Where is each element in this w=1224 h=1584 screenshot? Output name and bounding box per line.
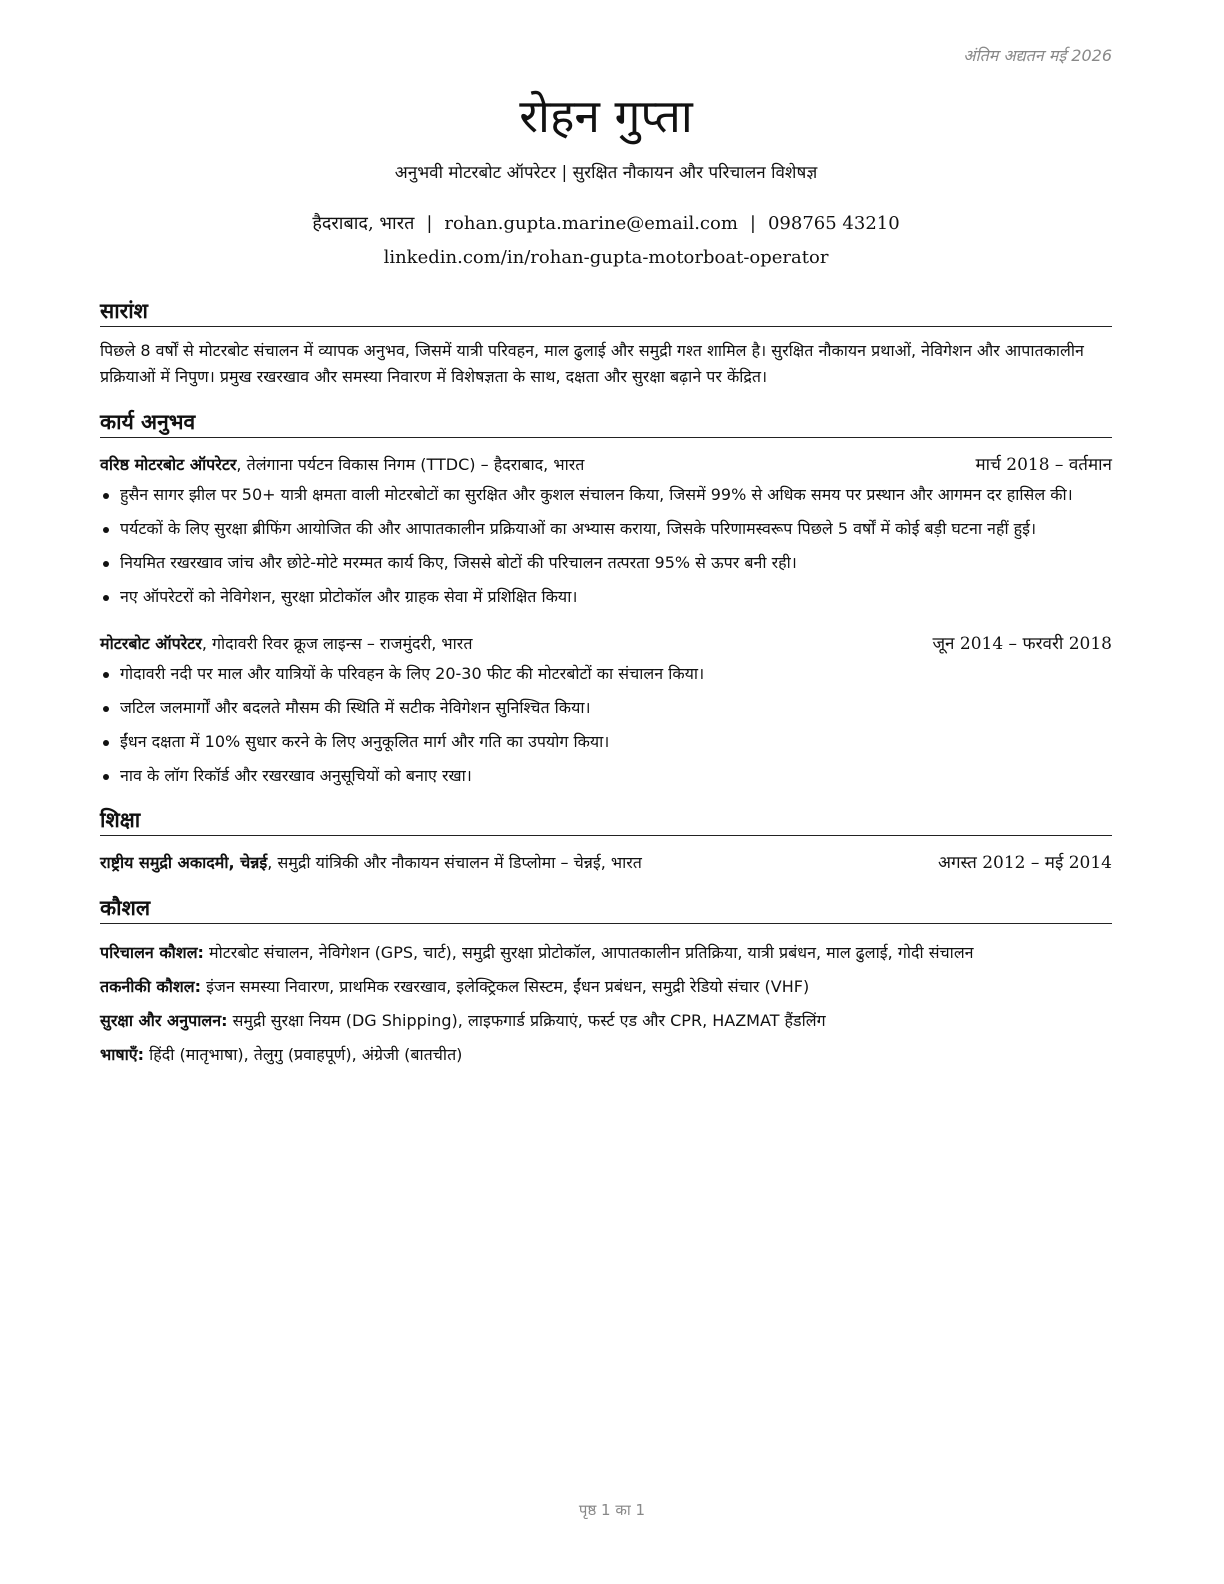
phone: 098765 43210 (767, 213, 900, 234)
location: हैदराबाद, भारत (312, 213, 415, 234)
job-org: , गोदावरी रिवर क्रूज लाइन्स – राजमुंदरी, भारत (201, 634, 473, 653)
skill-value: मोटरबोट संचालन, नेविगेशन (GPS, चार्ट), समुद्री सुरक्षा प्रोटोकॉल, आपातकालीन प्रतिक्रिया, यात्री प्रबंधन, माल ढुलाई, गोदी संचालन (203, 943, 974, 962)
email-link[interactable]: rohan.gupta.marine@email.com (444, 213, 738, 234)
skill-row (100, 970, 1112, 1004)
skill-row (100, 1004, 1112, 1038)
skill-row (100, 936, 1112, 970)
bullet-item: नाव के लॉग रिकॉर्ड और रखरखाव अनुसूचियों को बनाए रखा। (120, 763, 1112, 788)
job-role: मोटरबोट ऑपरेटर (100, 634, 202, 653)
page-number: पृष्ठ 1 का 1 (578, 1501, 646, 1519)
last-updated: अंतिम अद्यतन मई 2026 (963, 46, 1112, 65)
skill-value: समुद्री सुरक्षा नियम (DG Shipping), लाइफगार्ड प्रक्रियाएं, फर्स्ट एड और CPR, HAZMAT हैंडलिंग (227, 1011, 826, 1030)
skill-label: सुरक्षा और अनुपालन: (100, 1011, 228, 1030)
tagline: अनुभवी मोटरबोट ऑपरेटर | सुरक्षित नौकायन और परिचालन विशेषज्ञ (394, 163, 818, 183)
section-title-summary: सारांश (100, 297, 1112, 327)
section-title-education: शिक्षा (100, 806, 1112, 836)
skill-label: तकनीकी कौशल: (100, 977, 201, 996)
contact-block (100, 207, 1112, 275)
job-bullets (100, 661, 1112, 788)
section-title-skills: कौशल (100, 894, 1112, 924)
candidate-name: रोहन गुप्ता (519, 89, 693, 143)
education-institution: राष्ट्रीय समुद्री अकादमी, चेन्नई (100, 853, 268, 872)
job-bullets (100, 482, 1112, 609)
job-role: वरिष्ठ मोटरबोट ऑपरेटर (100, 455, 237, 474)
bullet-item: नए ऑपरेटरों को नेविगेशन, सुरक्षा प्रोटोकॉल और ग्राहक सेवा में प्रशिक्षित किया। (120, 584, 1112, 609)
job-dates: मार्च 2018 – वर्तमान (975, 455, 1112, 475)
bullet-item: नियमित रखरखाव जांच और छोटे-मोटे मरम्मत कार्य किए, जिससे बोटों की परिचालन तत्परता 95% से ऊपर बनी रही। (120, 550, 1112, 575)
bullet-item: गोदावरी नदी पर माल और यात्रियों के परिवहन के लिए 20-30 फीट की मोटरबोटों का संचालन किया। (120, 661, 1112, 686)
linkedin-link[interactable]: linkedin.com/in/rohan-gupta-motorboat-operator (383, 247, 829, 268)
bullet-item: ईंधन दक्षता में 10% सुधार करने के लिए अनुकूलित मार्ग और गति का उपयोग किया। (120, 729, 1112, 754)
job-title-line (100, 631, 472, 657)
skill-label: भाषाएँ: (100, 1045, 145, 1064)
skill-label: परिचालन कौशल: (100, 943, 204, 962)
contact-line (100, 207, 1112, 241)
job-entry (100, 452, 1112, 609)
job-dates: जून 2014 – फरवरी 2018 (932, 634, 1112, 654)
section-title-experience: कार्य अनुभव (100, 408, 1112, 438)
education-dates: अगस्त 2012 – मई 2014 (937, 853, 1112, 873)
summary-text: पिछले 8 वर्षों से मोटरबोट संचालन में व्यापक अनुभव, जिसमें यात्री परिवहन, माल ढुलाई और समुद्री गश्त शामिल है। सुरक्षित नौकायन प्रथाओं, नेविगेशन और आपातकालीन प्रक्रियाओं में निपुण। प्रमुख रखरखाव और समस्या निवारण में विशेषज्ञता के साथ, दक्षता और सुरक्षा बढ़ाने पर केंद्रित। (100, 341, 1084, 386)
job-org: , तेलंगाना पर्यटन विकास निगम (TTDC) – हैदराबाद, भारत (236, 455, 585, 474)
job-title-line (100, 452, 584, 478)
bullet-item: हुसैन सागर झील पर 50+ यात्री क्षमता वाली मोटरबोटों का सुरक्षित और कुशल संचालन किया, जिसमें 99% से अधिक समय पर प्रस्थान और आगमन दर हासिल की। (120, 482, 1112, 507)
resume-page (100, 0, 1112, 1072)
skill-value: इंजन समस्या निवारण, प्राथमिक रखरखाव, इलेक्ट्रिकल सिस्टम, ईंधन प्रबंधन, समुद्री रेडियो संचार (VHF) (201, 977, 810, 996)
skills-list (100, 936, 1112, 1072)
job-entry (100, 631, 1112, 788)
separator: | (426, 213, 433, 234)
bullet-item: जटिल जलमार्गों और बदलते मौसम की स्थिति में सटीक नेविगेशन सुनिश्चित किया। (120, 695, 1112, 720)
education-line (100, 850, 642, 876)
separator: | (749, 213, 756, 234)
job-header (100, 452, 1112, 478)
education-detail: , समुद्री यांत्रिकी और नौकायन संचालन में डिप्लोमा – चेन्नई, भारत (267, 853, 642, 872)
skill-row (100, 1038, 1112, 1072)
skill-value: हिंदी (मातृभाषा), तेलुगु (प्रवाहपूर्ण), अंग्रेजी (बातचीत) (144, 1045, 463, 1064)
education-entry (100, 850, 1112, 876)
bullet-item: पर्यटकों के लिए सुरक्षा ब्रीफिंग आयोजित की और आपातकालीन प्रक्रियाओं का अभ्यास कराया, जिसके परिणामस्वरूप पिछले 5 वर्षों में कोई बड़ी घटना नहीं हुई। (120, 516, 1112, 541)
job-header (100, 631, 1112, 657)
